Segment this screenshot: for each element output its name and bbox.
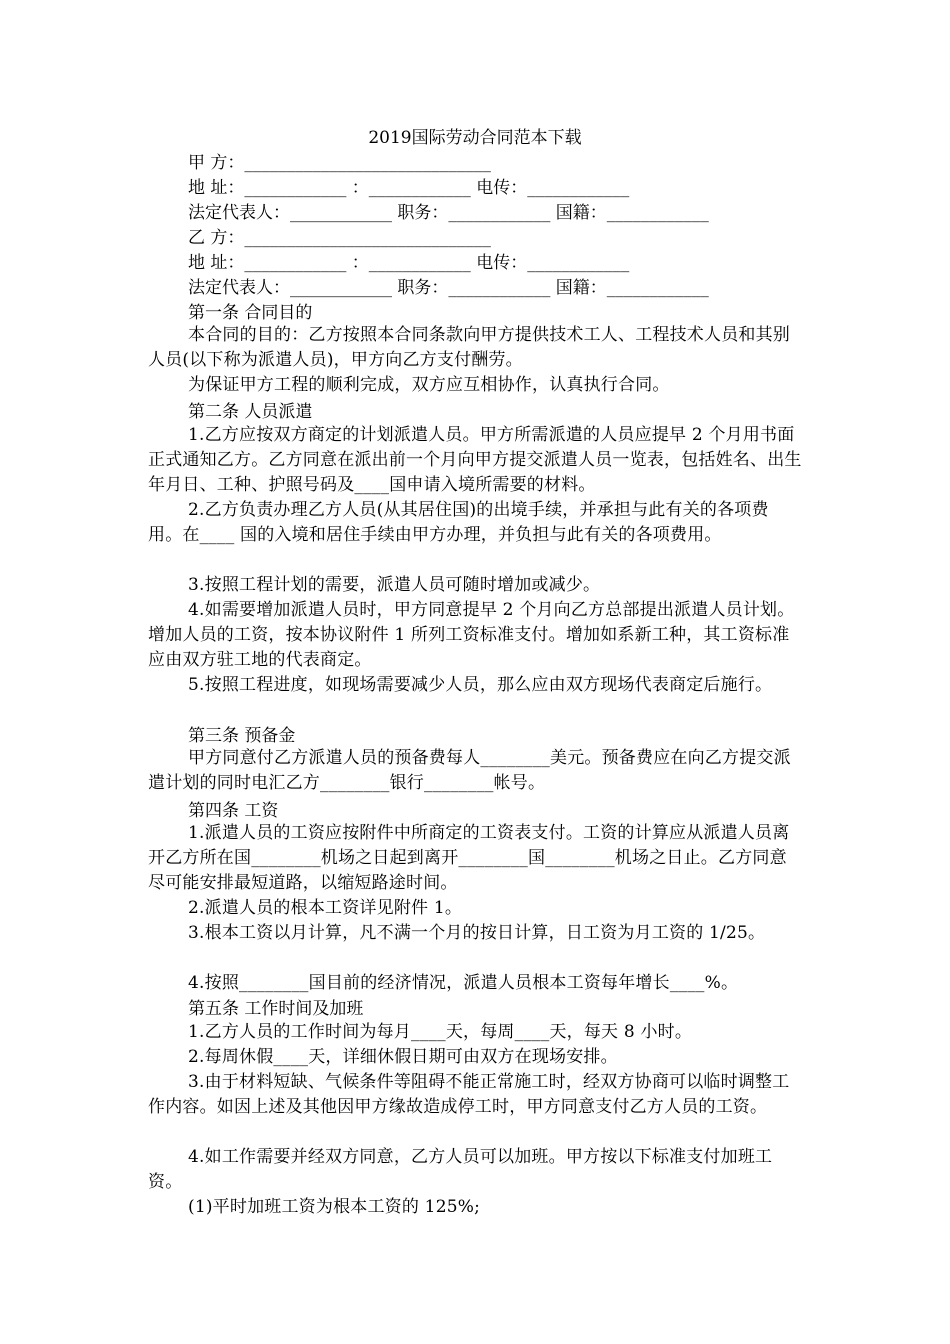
section-5-paragraph-1: 1.乙方人员的工作时间为每月____天，每周____天，每天 8 小时。 — [188, 1022, 693, 1042]
party-a-address-line: 地 址：____________ ：____________ 电传：____________ — [188, 178, 630, 198]
section-2-heading: 第二条 人员派遣 — [188, 402, 313, 422]
section-4-paragraph-2: 2.派遣人员的根本工资详见附件 1。 — [188, 898, 463, 918]
section-4-paragraph-1: 1.派遣人员的工资应按附件中所商定的工资表支付。工资的计算应从派遣人员离开乙方所在国________机场之日起到离开________国________机场之日止。乙方同意尽可能安排最短道路，以缩短路途时间。 — [148, 823, 790, 893]
section-2-paragraph-5: 5.按照工程进度，如现场需要减少人员，那么应由双方现场代表商定后施行。 — [188, 675, 773, 695]
section-2-paragraph-4: 4.如需要增加派遣人员时，甲方同意提早 2 个月向乙方总部提出派遣人员计划。增加人员的工资，按本协议附件 1 所列工资标准支付。增加如系新工种，其工资标准应由双方驻工地的代表商定。 — [148, 600, 795, 670]
section-2-paragraph-2: 2.乙方负责办理乙方人员(从其居住国)的出境手续，并承担与此有关的各项费用。在____ 国的入境和居住手续由甲方办理，并负担与此有关的各项费用。 — [148, 500, 769, 545]
section-4-paragraph-4: 4.按照________国目前的经济情况，派遣人员根本工资每年增长____%。 — [188, 973, 739, 993]
party-a-line: 甲 方：_____________________________ — [188, 153, 491, 173]
section-5-paragraph-4: 4.如工作需要并经双方同意，乙方人员可以加班。甲方按以下标准支付加班工资。 — [148, 1147, 773, 1192]
section-2-paragraph-1: 1.乙方应按双方商定的计划派遣人员。甲方所需派遣的人员应提早 2 个月用书面正式通知乙方。乙方同意在派出前一个月向甲方提交派遣人员一览表，包括姓名、出生年月日、工种、护照号码及____国申请入境所需要的材料。 — [148, 425, 802, 495]
section-1-heading: 第一条 合同目的 — [188, 303, 313, 323]
section-5-heading: 第五条 工作时间及加班 — [188, 999, 364, 1019]
party-b-line: 乙 方：_____________________________ — [188, 228, 491, 248]
section-4-paragraph-3: 3.根本工资以月计算，凡不满一个月的按日计算，日工资为月工资的 1/25。 — [188, 923, 766, 943]
party-b-representative-line: 法定代表人：____________ 职务：____________ 国籍：____________ — [188, 278, 709, 298]
section-3-heading: 第三条 预备金 — [188, 726, 296, 746]
section-2-paragraph-3: 3.按照工程计划的需要，派遣人员可随时增加或减少。 — [188, 575, 601, 595]
party-b-address-line: 地 址：____________ ：____________ 电传：____________ — [188, 253, 630, 273]
section-1-paragraph-2: 为保证甲方工程的顺利完成，双方应互相协作，认真执行合同。 — [188, 375, 670, 395]
document-title: 2019国际劳动合同范本下载 — [368, 128, 582, 148]
section-5-paragraph-5: (1)平时加班工资为根本工资的 125%; — [188, 1197, 481, 1217]
section-3-paragraph-1: 甲方同意付乙方派遣人员的预备费每人________美元。预备费应在向乙方提交派遣计划的同时电汇乙方________银行________帐号。 — [148, 748, 791, 793]
section-4-heading: 第四条 工资 — [188, 801, 279, 821]
section-5-paragraph-3: 3.由于材料短缺、气候条件等阻碍不能正常施工时，经双方协商可以临时调整工作内容。如因上述及其他因甲方缘故造成停工时，甲方同意支付乙方人员的工资。 — [148, 1072, 790, 1117]
party-a-representative-line: 法定代表人：____________ 职务：____________ 国籍：____________ — [188, 203, 709, 223]
section-5-paragraph-2: 2.每周休假____天，详细休假日期可由双方在现场安排。 — [188, 1047, 618, 1067]
section-1-paragraph-1: 本合同的目的：乙方按照本合同条款向甲方提供技术工人、工程技术人员和其别人员(以下称为派遣人员)，甲方向乙方支付酬劳。 — [148, 325, 790, 370]
